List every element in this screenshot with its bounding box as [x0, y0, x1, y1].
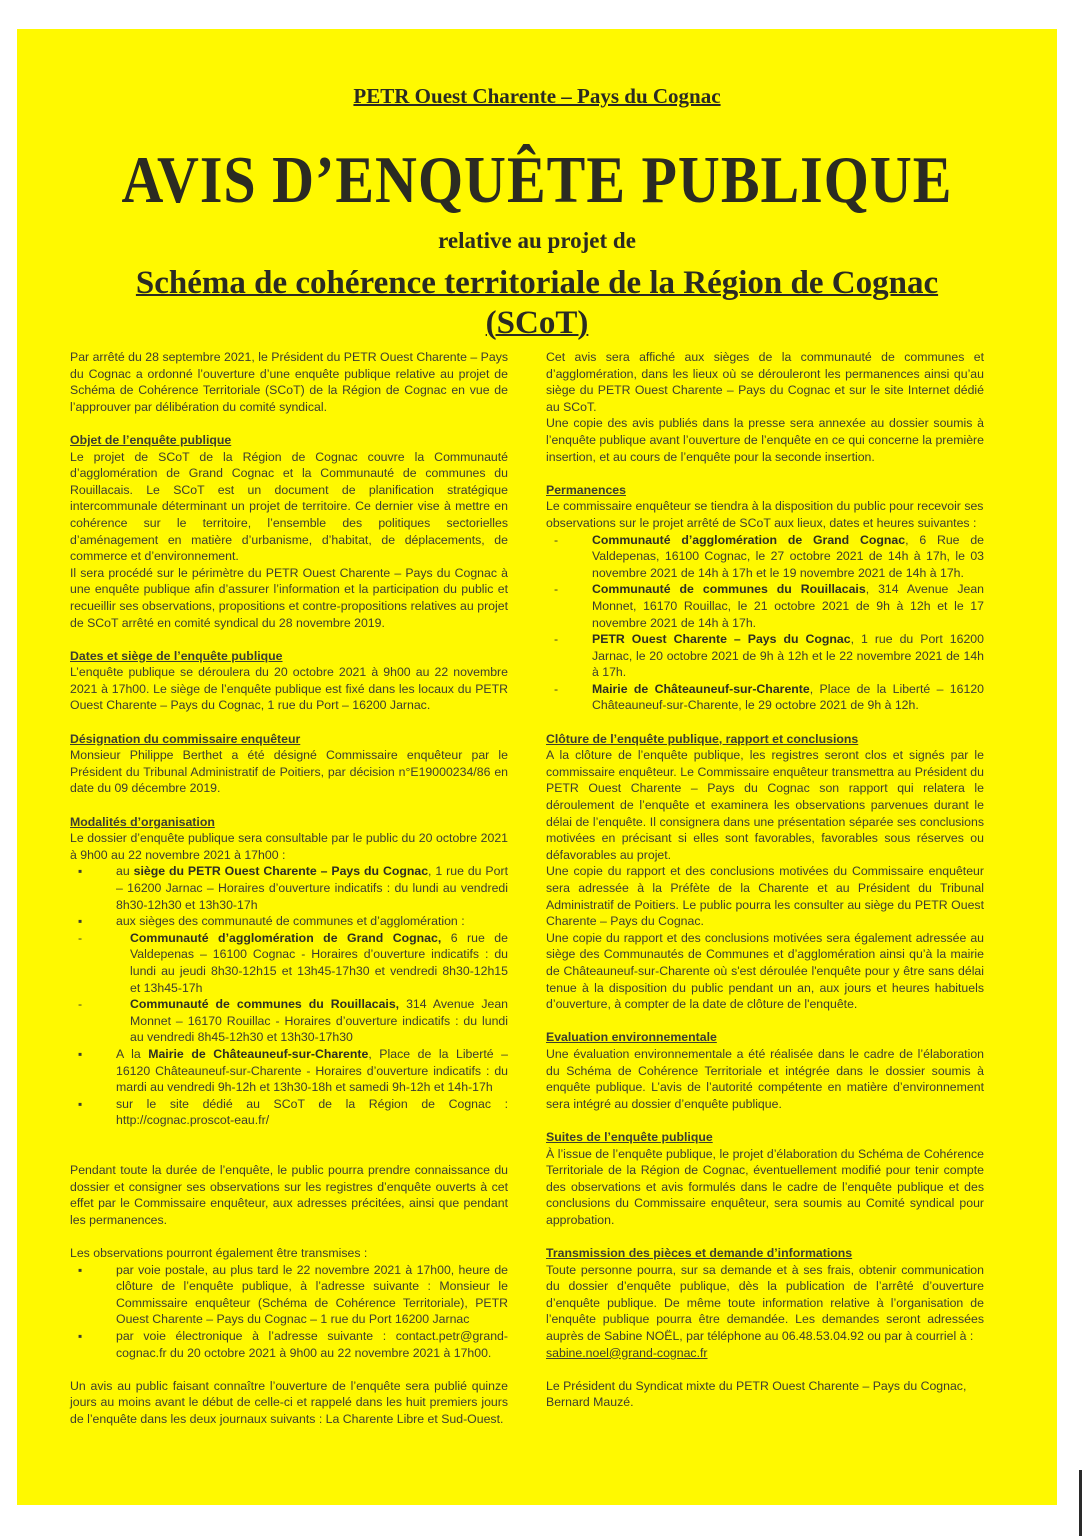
- transmission-paragraph: Toute personne pourra, sur sa demande et à ses frais, obtenir communication du dossier d’enquête publique, dès la publication de l’arrêté d’ouverture d’enquête publique. De même toute information relative à l’organisation de l’enquête publique pourra être demandée. Les demandes seront adressées auprès de Sabine NOËL, par téléphone au 06.48.53.04.92 ou par à courriel à :: [546, 1262, 984, 1344]
- list-item: ▪ sur le site dédié au SCoT de la Région de Cognac : http://cognac.proscot-eau.fr/: [70, 1096, 508, 1129]
- section-heading-permanences: Permanences: [546, 482, 626, 497]
- section-heading-dates: Dates et siège de l’enquête publique: [70, 648, 283, 663]
- project-title: [17, 263, 1057, 343]
- objet-paragraph-1: Le projet de SCoT de la Région de Cognac couvre la Communauté d’agglomération de Grand Cognac et la Communauté de communes du Rouillacais. Le SCoT est un document de planification stratégique intercommunale déterminant un projet de territoire. Ce dernier vise à mettre en cohérence sur le territoire, l’ensemble des politiques sectorielles d’aménagement en matière d’urbanisme, d’habitat, de déplacements, de commerce et d’environnement.: [70, 449, 508, 564]
- list-item: - PETR Ouest Charente – Pays du Cognac, 1 rue du Port 16200 Jarnac, le 20 octobre 2021 de 9h à 12h et le 22 novembre 2021 de 14h à 17h.: [546, 631, 984, 681]
- evaluation-paragraph: Une évaluation environnementale a été réalisée dans le cadre de l’élaboration du Schéma de Cohérence Territoriale et intégrée dans le dossier soumis à enquête publique. L’avis de l’autorité compétente en matière d’environnement sera intégré au dossier d’enquête publique.: [546, 1046, 984, 1111]
- avis-public-paragraph: Un avis au public faisant connaître l’ouverture de l’enquête sera publié quinze jours au moins avant le début de celle-ci et rappelé dans les huit premiers jours de l’enquête dans les deux journaux suivants : La Charente Libre et Sud-Ouest.: [70, 1378, 508, 1426]
- list-item: - Mairie de Châteauneuf-sur-Charente, Place de la Liberté – 16120 Châteauneuf-sur-Charente, le 29 octobre 2021 de 9h à 12h.: [546, 681, 984, 714]
- project-title-line1: Schéma de cohérence territoriale de la Région de Cognac: [135, 265, 939, 301]
- signature-line-1: Le Président du Syndicat mixte du PETR Ouest Charente – Pays du Cognac,: [546, 1378, 967, 1393]
- designation-paragraph: Monsieur Philippe Berthet a été désigné Commissaire enquêteur par le Président du Tribunal Administratif de Poitiers, par décision n°E19000234/86 en date du 09 décembre 2019.: [70, 748, 508, 796]
- modalites-list: [70, 863, 508, 1129]
- cloture-paragraph-1: A la clôture de l’enquête publique, les registres seront clos et signés par le commissaire enquêteur. Le Commissaire enquêteur transmettra au Président du PETR Ouest Charente – Pays du Cognac son rapport qui relatera le déroulement de l’enquête et examinera les observations parvenues durant le délai de l’enquête. Il consignera dans une présentation séparée ses conclusions motivées en précisant si elles sont favorables, favorables sous réserves ou défavorables au projet.: [546, 748, 984, 862]
- section-heading-evaluation: Evaluation environnementale: [546, 1030, 717, 1045]
- list-item: ▪ A la Mairie de Châteauneuf-sur-Charente, Place de la Liberté – 16120 Châteauneuf-sur-Charente - Horaires d’ouverture indicatifs : du mardi au vendredi 9h-12h et 13h30-18h et samedi 9h-12h et 14h-17h: [70, 1046, 508, 1096]
- sub-list: [70, 930, 508, 1046]
- pendant-paragraph: Pendant toute la durée de l’enquête, le public pourra prendre connaissance du dossier et consigner ses observations sur les registres d’enquête ouverts à cet effet par le Commissaire enquêteur, aux adresses précitées, ainsi que pendant les permanences.: [70, 1163, 508, 1227]
- intro-paragraph: Par arrêté du 28 septembre 2021, le Président du PETR Ouest Charente – Pays du Cognac a ordonné l’ouverture d’une enquête publique relative au projet de Schéma de Cohérence Territoriale (SCoT) de la Région de Cognac en vue de l’approuver par délibération du comité syndical.: [70, 350, 508, 414]
- permanences-intro: Le commissaire enquêteur se tiendra à la disposition du public pour recevoir ses observations sur le projet arrêté de SCoT aux lieux, dates et heures suivantes :: [546, 499, 984, 530]
- section-heading-cloture: Clôture de l’enquête publique, rapport et conclusions: [546, 731, 859, 746]
- permanences-list: [546, 532, 984, 715]
- cloture-paragraph-2: Une copie du rapport et des conclusions motivées du Commissaire enquêteur sera adressée à la Préfète de la Charente et au Président du Tribunal Administratif de Poitiers. Le public pourra les consulter au siège du PETR Ouest Charente – Pays du Cognac.: [546, 864, 984, 929]
- list-item: ▪ aux sièges des communauté de communes et d’agglomération : - Communauté d’agglomération de Grand Cognac, 6 rue de Valdepenas – 16100 Cognac - Horaires d’ouverture indicatifs : du lundi au jeudi 8h30-12h15 et 13h45-17h30 et vendredi 8h30-12h15 et 13h45-17h - Communauté de communes du Rouillacais, 314 Avenue Jean Monnet – 16170 Rouillac - Horaires d’ouverture indicatifs : du lundi au vendredi 8h45-12h30 et 13h30-17h30: [70, 913, 508, 1046]
- section-heading-modalites: Modalités d’organisation: [70, 814, 215, 829]
- list-item: ▪ par voie électronique à l’adresse suivante : contact.petr@grand-cognac.fr du 20 octobre 2021 à 9h00 au 22 novembre 2021 à 17h00.: [70, 1328, 508, 1361]
- list-item: ▪ par voie postale, au plus tard le 22 novembre 2021 à 17h00, heure de clôture de l’enquête publique, à l’adresse suivante : Monsieur le Commissaire enquêteur (Schéma de Cohérence Territoriale), PETR Ouest Charente – Pays du Cognac – 1 rue du Port 16200 Jarnac: [70, 1262, 508, 1328]
- right-column: [546, 349, 984, 1411]
- list-item: ▪ au siège du PETR Ouest Charente – Pays du Cognac, 1 rue du Port – 16200 Jarnac – Horaires d’ouverture indicatifs : du lundi au vendredi 8h30-12h30 et 13h30-17h: [70, 863, 508, 913]
- notice-subtitle: relative au projet de: [438, 228, 636, 253]
- objet-paragraph-2: Il sera procédé sur le périmètre du PETR Ouest Charente – Pays du Cognac à une enquête publique afin d’assurer l’information et la participation du public et recueillir ses observations, propositions et contre-propositions relatives au projet de SCoT arrêté en comité syndical du 28 novembre 2019.: [70, 565, 508, 630]
- contact-email-link[interactable]: sabine.noel@grand-cognac.fr: [546, 1345, 708, 1360]
- list-item: - Communauté d’agglomération de Grand Cognac, 6 Rue de Valdepenas, 16100 Cognac, le 27 octobre 2021 de 14h à 17h, le 03 novembre 2021 de 14h à 17h et le 19 novembre 2021 de 14h à 17h.: [546, 532, 984, 582]
- section-heading-suites: Suites de l’enquête publique: [546, 1129, 713, 1144]
- notice-title: AVIS D’ENQUÊTE PUBLIQUE: [121, 142, 953, 217]
- section-heading-transmission: Transmission des pièces et demande d’informations: [546, 1246, 853, 1261]
- modalites-intro: Le dossier d’enquête publique sera consultable par le public du 20 octobre 2021 à 9h00 au 22 novembre 2021 à 17h00 :: [70, 831, 508, 862]
- observations-list: [70, 1262, 508, 1362]
- signature-line-2: Bernard Mauzé.: [546, 1395, 634, 1410]
- dates-paragraph: L’enquête publique se déroulera du 20 octobre 2021 à 9h00 au 22 novembre 2021 à 17h00. Le siège de l’enquête publique est fixé dans les locaux du PETR Ouest Charente – Pays du Cognac, 1 rue du Port – 16200 Jarnac.: [70, 665, 508, 713]
- cloture-paragraph-3: Une copie du rapport et des conclusions motivées sera également adressée au siège des Communautés de Communes et d’agglomération ainsi qu’à la mairie de Châteauneuf-sur-Charente où s'est déroulée l'enquête pour y être sans délai tenue à la disposition du public pendant un an, aux jours et heures habituels d’ouverture, à compter de la date de clôture de l'enquête.: [546, 930, 984, 1012]
- affichage-paragraph-1: Cet avis sera affiché aux sièges de la communauté de communes et d’agglomération, dans les lieux où se dérouleront les permanences ainsi qu’au siège du PETR Ouest Charente – Pays du Cognac et sur le site Internet dédié au SCoT.: [546, 350, 984, 414]
- sub-list-item: - Communauté d’agglomération de Grand Cognac, 6 rue de Valdepenas – 16100 Cognac - Horaires d’ouverture indicatifs : du lundi au jeudi 8h30-12h15 et 13h45-17h30 et vendredi 8h30-12h15 et 13h45-17h: [70, 930, 508, 996]
- list-item: - Communauté de communes du Rouillacais, 314 Avenue Jean Monnet, 16170 Rouillac, le 21 octobre 2021 de 9h à 12h et le 17 novembre 2021 de 14h à 17h.: [546, 581, 984, 631]
- section-heading-objet: Objet de l’enquête publique: [70, 432, 232, 447]
- organization-header: PETR Ouest Charente – Pays du Cognac: [353, 84, 721, 108]
- left-column: [70, 349, 508, 1428]
- scan-edge-line: [1079, 1470, 1082, 1536]
- sub-list-item: - Communauté de communes du Rouillacais, 314 Avenue Jean Monnet – 16170 Rouillac - Horaires d’ouverture indicatifs : du lundi au vendredi 8h45-12h30 et 13h30-17h30: [70, 996, 508, 1046]
- project-title-line2: (SCoT): [485, 305, 589, 341]
- section-heading-designation: Désignation du commissaire enquêteur: [70, 731, 301, 746]
- suites-paragraph: À l’issue de l’enquête publique, le projet d’élaboration du Schéma de Cohérence Territoriale de la Région de Cognac, éventuellement modifié pour tenir compte des observations et avis formulés dans le cadre de l’enquête publique et des conclusions du Commissaire enquêteur, sera soumis au Comité syndical pour approbation.: [546, 1146, 984, 1227]
- affichage-paragraph-2: Une copie des avis publiés dans la presse sera annexée au dossier soumis à l’enquête publique avant l’ouverture de l’enquête en ce qui concerne la première insertion, et au cours de l’enquête pour la seconde insertion.: [546, 416, 984, 464]
- observations-intro: Les observations pourront également être transmises :: [70, 1246, 368, 1261]
